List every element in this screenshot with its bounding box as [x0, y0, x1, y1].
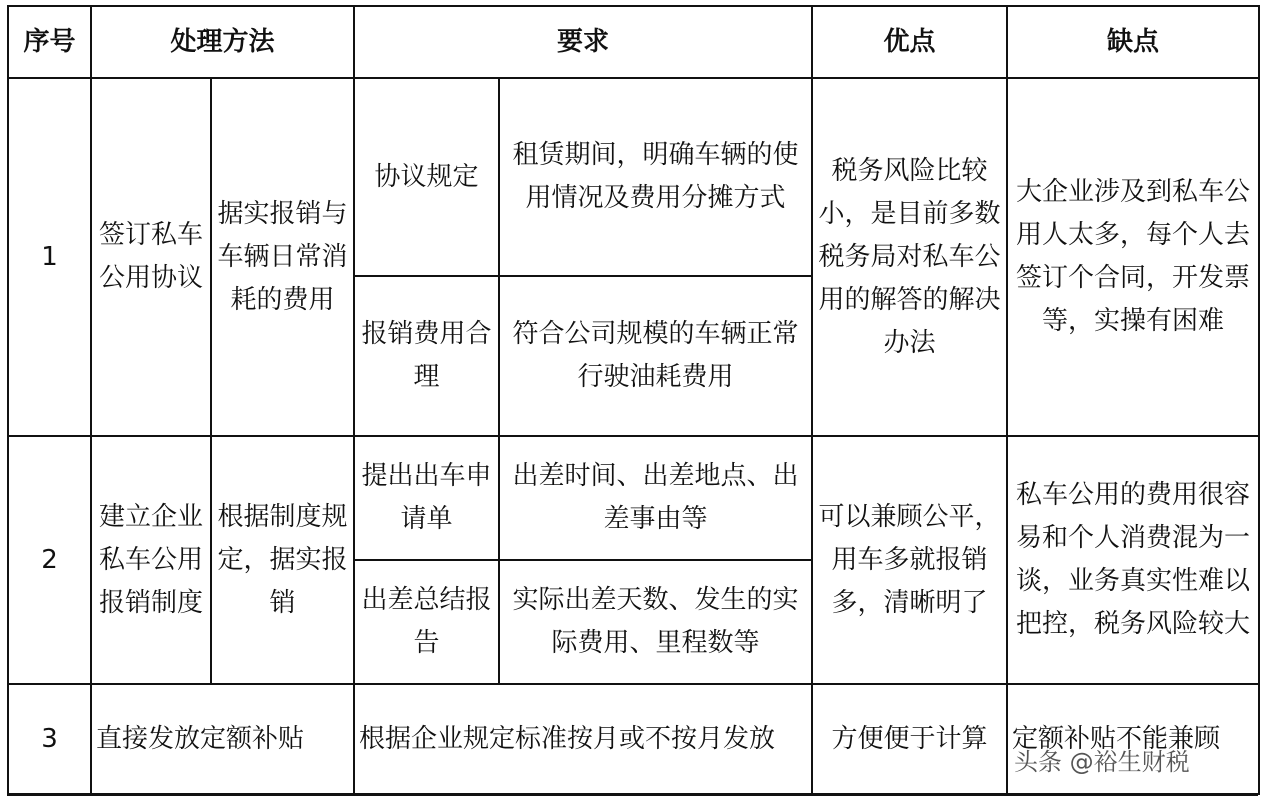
- requirement-detail: 实际出差天数、发生的实际费用、里程数等: [499, 560, 812, 684]
- requirement-item: 提出出车申请单: [354, 436, 499, 560]
- requirement-detail: 租赁期间，明确车辆的使用情况及费用分摊方式: [499, 78, 812, 276]
- pros-cell: 可以兼顾公平，用车多就报销多，清晰明了: [812, 436, 1007, 684]
- requirement-cell: 根据企业规定标准按月或不按月发放: [354, 684, 812, 794]
- cons-cell: 大企业涉及到私车公用人太多，每个人去签订个合同，开发票等，实操有困难: [1007, 78, 1259, 436]
- header-method: 处理方法: [91, 6, 354, 78]
- header-no: 序号: [8, 6, 91, 78]
- cons-cell: 定额补贴不能兼顾: [1007, 684, 1259, 794]
- method-sub: 据实报销与车辆日常消耗的费用: [211, 78, 354, 436]
- pros-cell: 方便便于计算: [812, 684, 1007, 794]
- requirement-detail: 符合公司规模的车辆正常行驶油耗费用: [499, 276, 812, 436]
- row-number: 1: [8, 78, 91, 436]
- table-row: [8, 78, 1259, 276]
- method-main: 建立企业私车公用报销制度: [91, 436, 211, 684]
- header-pros: 优点: [812, 6, 1007, 78]
- watermark: 头条 @裕生财税: [1014, 748, 1190, 776]
- method-sub: 根据制度规定，据实报销: [211, 436, 354, 684]
- cons-cell: 私车公用的费用很容易和个人消费混为一谈，业务真实性难以把控，税务风险较大: [1007, 436, 1259, 684]
- requirement-item: 报销费用合理: [354, 276, 499, 436]
- header-row: [8, 6, 1259, 78]
- method-main: 签订私车公用协议: [91, 78, 211, 436]
- requirement-item: 协议规定: [354, 78, 499, 276]
- row-number: 2: [8, 436, 91, 684]
- header-cons: 缺点: [1007, 6, 1259, 78]
- comparison-table: [7, 5, 1260, 795]
- method-cell: 直接发放定额补贴: [91, 684, 354, 794]
- table-row: [8, 684, 1259, 794]
- requirement-item: 出差总结报告: [354, 560, 499, 684]
- table-row: [8, 436, 1259, 560]
- table-bottom-border: [7, 794, 1258, 796]
- header-requirement: 要求: [354, 6, 812, 78]
- pros-cell: 税务风险比较小，是目前多数税务局对私车公用的解答的解决办法: [812, 78, 1007, 436]
- row-number: 3: [8, 684, 91, 794]
- requirement-detail: 出差时间、出差地点、出差事由等: [499, 436, 812, 560]
